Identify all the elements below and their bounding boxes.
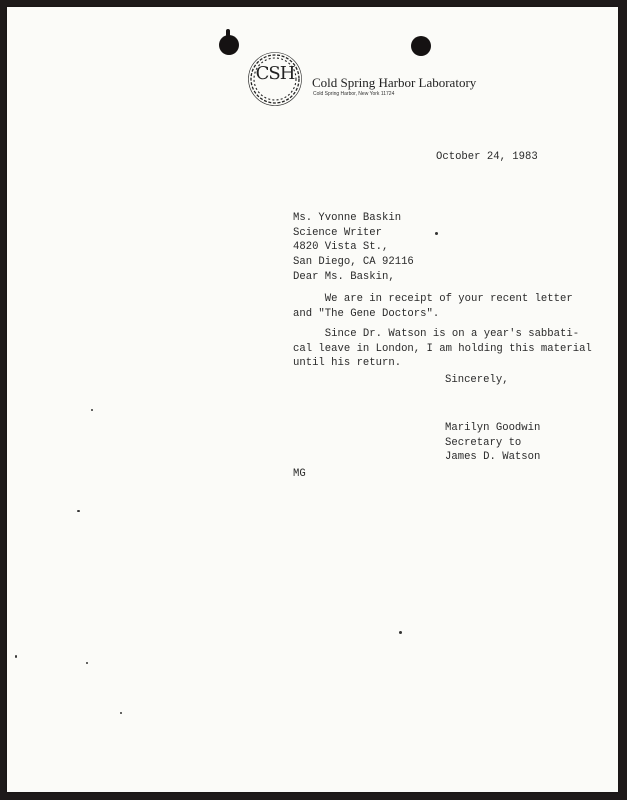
paper-speck [86,662,88,664]
recipient-line: Science Writer [293,226,383,239]
paragraph-line: until his return. [293,357,402,369]
paragraph-line: cal leave in London, I am holding this material [293,342,592,355]
salutation: Dear Ms. Baskin, [293,271,395,283]
paragraph-line: We are in receipt of your recent letter [293,293,573,305]
recipient-address [293,211,414,269]
typist-initials: MG [293,468,306,480]
paper-speck [91,409,93,411]
organization-address: Cold Spring Harbor, New York 11724 [313,91,395,97]
closing: Sincerely, [445,374,509,386]
paragraph-2 [293,327,592,371]
punch-hole-left [219,35,239,55]
signature-line: James D. Watson [445,451,541,463]
letter-date: October 24, 1983 [436,151,538,163]
logo-text: CSH [255,63,295,84]
paragraph-1 [293,292,573,321]
signature-line: Secretary to [445,436,522,449]
recipient-line: San Diego, CA 92116 [293,255,414,268]
organization-name: Cold Spring Harbor Laboratory [312,75,477,90]
paper-speck [120,712,122,714]
letter-page [7,7,618,792]
punch-hole-right [411,36,431,56]
paper-speck [435,232,438,235]
signature-line: Marilyn Goodwin [445,422,541,434]
recipient-line: 4820 Vista St., [293,241,389,253]
paragraph-line: and "The Gene Doctors". [293,307,440,320]
paper-speck [399,631,402,634]
recipient-line: Ms. Yvonne Baskin [293,212,402,224]
paper-speck [77,510,80,512]
paragraph-line: Since Dr. Watson is on a year's sabbati- [293,328,580,340]
signature-block [445,421,540,465]
paper-speck [15,655,17,658]
